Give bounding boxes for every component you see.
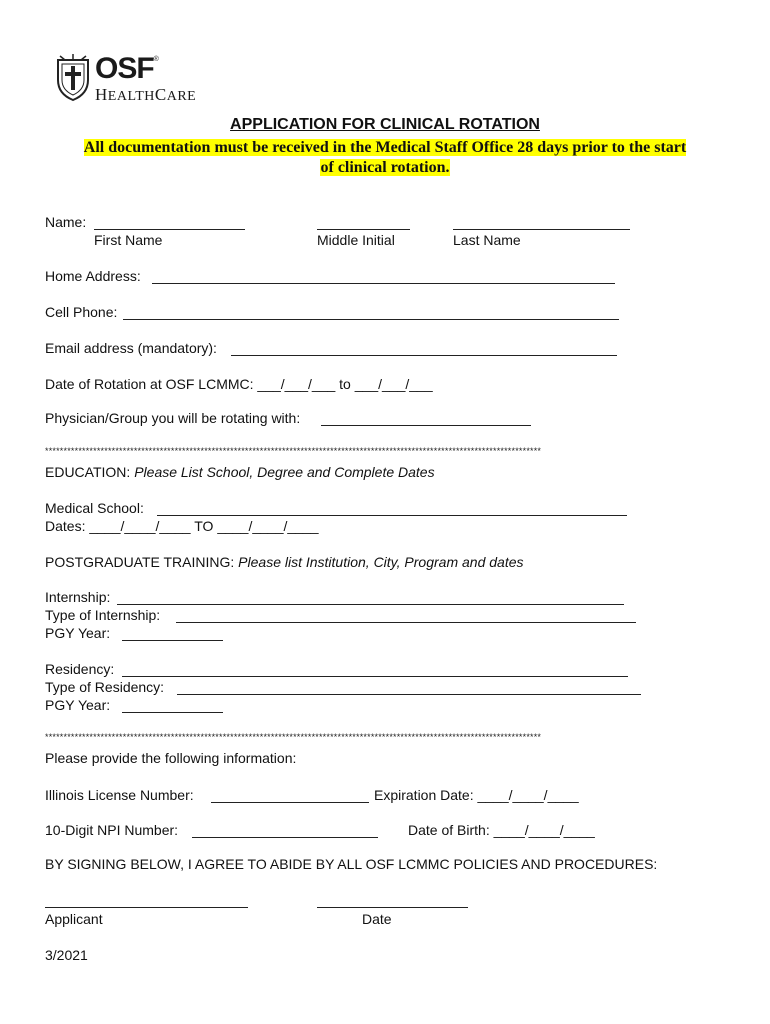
rotation-dates-row — [45, 376, 433, 392]
rotation-end-date-field[interactable]: ___/___/___ — [354, 376, 433, 392]
name-label: Name: — [45, 214, 87, 230]
section-divider-2: ************************************************************************************************************************************** — [45, 732, 542, 742]
home-address-field[interactable] — [152, 270, 615, 284]
type-residency-label: Type of Residency: — [45, 679, 165, 695]
postgrad-instruction: Please list Institution, City, Program and dates — [238, 554, 524, 570]
email-field[interactable] — [231, 342, 617, 356]
cell-phone-field[interactable] — [123, 306, 619, 320]
type-internship-field[interactable] — [176, 609, 636, 623]
rotation-start-date-field[interactable]: ___/___/___ — [257, 376, 336, 392]
pgy-year-label-2: PGY Year: — [45, 697, 111, 713]
medical-school-field[interactable] — [157, 502, 627, 516]
rotation-dates-label: Date of Rotation at OSF LCMMC: — [45, 376, 254, 392]
deadline-notice: All documentation must be received in the Medical Staff Office 28 days prior to the start of clinical rotation. — [83, 139, 687, 176]
form-title: APPLICATION FOR CLINICAL ROTATION — [230, 116, 540, 133]
home-address-label: Home Address: — [45, 268, 141, 284]
license-label: Illinois License Number: — [45, 787, 194, 803]
npi-label: 10-Digit NPI Number: — [45, 822, 179, 838]
logo-healthcare-text: HEALTHCARE — [95, 85, 197, 104]
section-divider: ************************************************************************************************************************************** — [45, 446, 542, 456]
dob-row — [408, 822, 595, 838]
applicant-caption: Applicant — [45, 911, 103, 927]
signature-date-field[interactable] — [317, 894, 468, 908]
first-name-field[interactable] — [94, 216, 245, 230]
license-number-field[interactable] — [211, 789, 369, 803]
date-caption: Date — [362, 911, 392, 927]
osf-healthcare-logo — [55, 52, 195, 104]
physician-group-field[interactable] — [321, 412, 531, 426]
agreement-text: BY SIGNING BELOW, I AGREE TO ABIDE BY ALL OSF LCMMC POLICIES AND PROCEDURES: — [45, 856, 658, 872]
pgy-year-field-1[interactable] — [122, 627, 223, 641]
physician-group-label: Physician/Group you will be rotating with: — [45, 410, 301, 426]
residency-field[interactable] — [122, 663, 628, 677]
email-label: Email address (mandatory): — [45, 340, 217, 356]
education-to-word: TO — [194, 518, 214, 534]
internship-field[interactable] — [117, 591, 624, 605]
type-residency-field[interactable] — [177, 681, 641, 695]
last-name-field[interactable] — [453, 216, 630, 230]
revision-date: 3/2021 — [45, 947, 88, 963]
dob-label: Date of Birth: — [408, 822, 490, 838]
last-name-caption: Last Name — [453, 232, 521, 248]
education-dates-label: Dates: — [45, 518, 86, 534]
provide-info-text: Please provide the following information: — [45, 750, 297, 766]
type-internship-label: Type of Internship: — [45, 607, 161, 623]
medical-school-label: Medical School: — [45, 500, 144, 516]
middle-initial-caption: Middle Initial — [317, 232, 395, 248]
middle-initial-field[interactable] — [317, 216, 410, 230]
logo-osf-text: OSF® — [95, 52, 158, 85]
postgrad-heading: POSTGRADUATE TRAINING: Please list Institution, City, Program and dates — [45, 554, 524, 570]
npi-number-field[interactable] — [192, 824, 378, 838]
expiration-label: Expiration Date: — [374, 787, 474, 803]
applicant-signature-field[interactable] — [45, 894, 248, 908]
education-dates-row — [45, 518, 319, 534]
shield-crest-icon — [55, 54, 91, 102]
education-start-date-field[interactable]: ____/____/____ — [89, 518, 191, 534]
dob-field[interactable]: ____/____/____ — [493, 822, 595, 838]
education-instruction: Please List School, Degree and Complete Dates — [134, 464, 435, 480]
rotation-to-word: to — [339, 376, 351, 392]
first-name-caption: First Name — [94, 232, 163, 248]
expiration-date-field[interactable]: ____/____/____ — [477, 787, 579, 803]
education-heading: EDUCATION: Please List School, Degree and Complete Dates — [45, 464, 435, 480]
education-end-date-field[interactable]: ____/____/____ — [217, 518, 319, 534]
residency-label: Residency: — [45, 661, 115, 677]
internship-label: Internship: — [45, 589, 111, 605]
expiration-row — [374, 787, 579, 803]
cell-phone-label: Cell Phone: — [45, 304, 118, 320]
pgy-year-field-2[interactable] — [122, 699, 223, 713]
pgy-year-label-1: PGY Year: — [45, 625, 111, 641]
